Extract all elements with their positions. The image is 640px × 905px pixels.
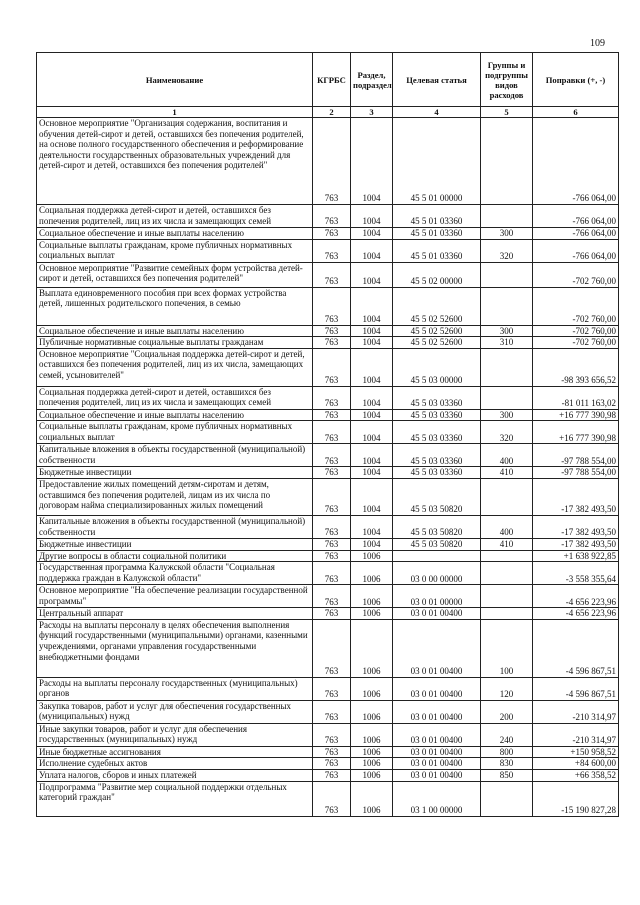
table-row xyxy=(37,781,619,816)
table-row xyxy=(37,619,619,677)
row-amendment: +84 600,00 xyxy=(533,758,619,770)
header-number: 2 xyxy=(313,107,351,118)
row-name: Подпрограмма "Развитие мер социальной поддержки отдельных категорий граждан" xyxy=(37,781,313,816)
row-kgrbs: 763 xyxy=(313,723,351,746)
table-body xyxy=(37,118,619,817)
row-amendment: +1 638 922,85 xyxy=(533,550,619,562)
row-kgrbs: 763 xyxy=(313,515,351,538)
row-amendment: -17 382 493,50 xyxy=(533,478,619,515)
row-name: Социальная поддержка детей-сирот и детей, оставшихся без попечения родителей, лиц из их числа и замещающих семей xyxy=(37,386,313,409)
row-amendment: -766 064,00 xyxy=(533,239,619,262)
row-target-article: 45 5 03 50820 xyxy=(393,515,481,538)
header-section: Раздел, подраздел xyxy=(351,53,393,107)
row-target-article: 03 0 01 00400 xyxy=(393,758,481,770)
row-section: 1004 xyxy=(351,337,393,349)
row-expense-group xyxy=(481,262,533,287)
row-amendment: -702 760,00 xyxy=(533,262,619,287)
row-name: Социальное обеспечение и иные выплаты населению xyxy=(37,228,313,240)
row-section: 1006 xyxy=(351,781,393,816)
row-kgrbs: 763 xyxy=(313,386,351,409)
row-name: Социальные выплаты гражданам, кроме публичных нормативных социальных выплат xyxy=(37,421,313,444)
row-section: 1004 xyxy=(351,478,393,515)
row-expense-group: 410 xyxy=(481,467,533,479)
row-amendment: -17 382 493,50 xyxy=(533,515,619,538)
row-expense-group: 120 xyxy=(481,677,533,700)
row-expense-group: 850 xyxy=(481,769,533,781)
row-section: 1004 xyxy=(351,228,393,240)
header-expense-groups: Группы и подгруппы видов расходов xyxy=(481,53,533,107)
row-kgrbs: 763 xyxy=(313,608,351,620)
budget-amendments-table xyxy=(36,52,619,817)
row-section: 1004 xyxy=(351,538,393,550)
row-name: Уплата налогов, сборов и иных платежей xyxy=(37,769,313,781)
row-amendment: +16 777 390,98 xyxy=(533,409,619,421)
row-name: Выплата единовременного пособия при всех формах устройства детей, лишенных родительского попечения, в семью xyxy=(37,287,313,325)
row-section: 1004 xyxy=(351,421,393,444)
row-name: Закупка товаров, работ и услуг для обеспечения государственных (муниципальных) нужд xyxy=(37,700,313,723)
row-target-article: 45 5 03 03360 xyxy=(393,386,481,409)
row-kgrbs: 763 xyxy=(313,538,351,550)
row-kgrbs: 763 xyxy=(313,619,351,677)
row-name: Расходы на выплаты персоналу в целях обеспечения выполнения функций государственными (муниципальными) органами, казенными учреждениями, органами управления государственными внебюджетными фондами xyxy=(37,619,313,677)
row-amendment: -766 064,00 xyxy=(533,205,619,228)
row-section: 1006 xyxy=(351,550,393,562)
row-amendment: -4 656 223,96 xyxy=(533,608,619,620)
row-kgrbs: 763 xyxy=(313,228,351,240)
row-name: Другие вопросы в области социальной политики xyxy=(37,550,313,562)
row-target-article xyxy=(393,550,481,562)
row-section: 1004 xyxy=(351,467,393,479)
row-target-article: 45 5 01 03360 xyxy=(393,228,481,240)
table-row xyxy=(37,262,619,287)
row-expense-group xyxy=(481,205,533,228)
row-expense-group: 410 xyxy=(481,538,533,550)
row-expense-group xyxy=(481,348,533,386)
page-number: 109 xyxy=(590,38,605,49)
table-row xyxy=(37,239,619,262)
row-kgrbs: 763 xyxy=(313,467,351,479)
row-section: 1006 xyxy=(351,746,393,758)
row-kgrbs: 763 xyxy=(313,118,351,205)
row-kgrbs: 763 xyxy=(313,337,351,349)
row-section: 1006 xyxy=(351,608,393,620)
table-row xyxy=(37,421,619,444)
row-name: Публичные нормативные социальные выплаты гражданам xyxy=(37,337,313,349)
row-name: Основное мероприятие "Развитие семейных форм устройства детей-сирот и детей, оставшихся без попечения родителей" xyxy=(37,262,313,287)
row-name: Социальное обеспечение и иные выплаты населению xyxy=(37,409,313,421)
row-kgrbs: 763 xyxy=(313,421,351,444)
table-row xyxy=(37,746,619,758)
row-amendment: -97 788 554,00 xyxy=(533,444,619,467)
row-kgrbs: 763 xyxy=(313,700,351,723)
row-target-article: 03 0 01 00400 xyxy=(393,746,481,758)
row-kgrbs: 763 xyxy=(313,758,351,770)
row-expense-group: 320 xyxy=(481,421,533,444)
row-expense-group: 800 xyxy=(481,746,533,758)
row-name: Иные бюджетные ассигнования xyxy=(37,746,313,758)
table-row xyxy=(37,769,619,781)
table-row xyxy=(37,758,619,770)
row-kgrbs: 763 xyxy=(313,550,351,562)
table-row xyxy=(37,348,619,386)
table-row xyxy=(37,325,619,337)
row-target-article: 45 5 03 03360 xyxy=(393,421,481,444)
row-target-article: 03 0 01 00400 xyxy=(393,769,481,781)
row-section: 1004 xyxy=(351,444,393,467)
row-expense-group xyxy=(481,118,533,205)
row-kgrbs: 763 xyxy=(313,585,351,608)
row-target-article: 45 5 03 03360 xyxy=(393,444,481,467)
row-name: Государственная программа Калужской области "Социальная поддержка граждан в Калужской области" xyxy=(37,562,313,585)
row-name: Основное мероприятие "На обеспечение реализации государственной программы" xyxy=(37,585,313,608)
row-name: Основное мероприятие "Социальная поддержка детей-сирот и детей, оставшихся без попечения родителей, лиц из их числа, замещающих семей, усыновителей" xyxy=(37,348,313,386)
row-section: 1006 xyxy=(351,700,393,723)
row-kgrbs: 763 xyxy=(313,262,351,287)
header-number: 6 xyxy=(533,107,619,118)
table-row xyxy=(37,467,619,479)
table-row xyxy=(37,478,619,515)
row-target-article: 45 5 02 00000 xyxy=(393,262,481,287)
table-row xyxy=(37,550,619,562)
row-expense-group xyxy=(481,562,533,585)
row-section: 1006 xyxy=(351,723,393,746)
row-amendment: -210 314,97 xyxy=(533,723,619,746)
row-kgrbs: 763 xyxy=(313,769,351,781)
row-amendment: -702 760,00 xyxy=(533,325,619,337)
row-expense-group: 240 xyxy=(481,723,533,746)
header-number: 4 xyxy=(393,107,481,118)
header-name: Наименование xyxy=(37,53,313,107)
row-section: 1004 xyxy=(351,239,393,262)
row-name: Социальная поддержка детей-сирот и детей, оставшихся без попечения родителей, лиц из их числа и замещающих семей xyxy=(37,205,313,228)
table-row xyxy=(37,700,619,723)
row-target-article: 03 0 01 00400 xyxy=(393,677,481,700)
row-amendment: -210 314,97 xyxy=(533,700,619,723)
row-target-article: 45 5 03 00000 xyxy=(393,348,481,386)
row-kgrbs: 763 xyxy=(313,239,351,262)
row-target-article: 45 5 02 52600 xyxy=(393,337,481,349)
row-kgrbs: 763 xyxy=(313,444,351,467)
row-amendment: -15 190 827,28 xyxy=(533,781,619,816)
row-name: Бюджетные инвестиции xyxy=(37,467,313,479)
row-kgrbs: 763 xyxy=(313,205,351,228)
row-target-article: 03 0 01 00000 xyxy=(393,585,481,608)
header-number: 1 xyxy=(37,107,313,118)
row-kgrbs: 763 xyxy=(313,746,351,758)
row-name: Центральный аппарат xyxy=(37,608,313,620)
row-target-article: 03 0 01 00400 xyxy=(393,700,481,723)
row-kgrbs: 763 xyxy=(313,562,351,585)
row-target-article: 03 0 01 00400 xyxy=(393,723,481,746)
row-section: 1006 xyxy=(351,677,393,700)
row-name: Исполнение судебных актов xyxy=(37,758,313,770)
row-name: Социальное обеспечение и иные выплаты населению xyxy=(37,325,313,337)
row-kgrbs: 763 xyxy=(313,287,351,325)
row-target-article: 45 5 01 03360 xyxy=(393,239,481,262)
row-name: Социальные выплаты гражданам, кроме публичных нормативных социальных выплат xyxy=(37,239,313,262)
table-row xyxy=(37,538,619,550)
header-number: 5 xyxy=(481,107,533,118)
row-amendment: +66 358,52 xyxy=(533,769,619,781)
row-expense-group: 300 xyxy=(481,228,533,240)
row-expense-group xyxy=(481,478,533,515)
table-row xyxy=(37,444,619,467)
row-target-article: 45 5 03 50820 xyxy=(393,478,481,515)
row-target-article: 45 5 01 00000 xyxy=(393,118,481,205)
row-section: 1004 xyxy=(351,262,393,287)
row-expense-group xyxy=(481,287,533,325)
row-amendment: -4 656 223,96 xyxy=(533,585,619,608)
row-name: Иные закупки товаров, работ и услуг для обеспечения государственных (муниципальных) нужд xyxy=(37,723,313,746)
row-expense-group xyxy=(481,585,533,608)
row-kgrbs: 763 xyxy=(313,781,351,816)
row-expense-group: 400 xyxy=(481,444,533,467)
row-amendment: -702 760,00 xyxy=(533,287,619,325)
row-target-article: 45 5 01 03360 xyxy=(393,205,481,228)
table-row xyxy=(37,515,619,538)
row-kgrbs: 763 xyxy=(313,348,351,386)
row-name: Предоставление жилых помещений детям-сиротам и детям, оставшимся без попечения родителей, лицам из их числа по договорам найма специализированных жилых помещений xyxy=(37,478,313,515)
table-row xyxy=(37,205,619,228)
row-amendment: -81 011 163,02 xyxy=(533,386,619,409)
row-section: 1004 xyxy=(351,515,393,538)
row-section: 1004 xyxy=(351,386,393,409)
table-row xyxy=(37,337,619,349)
row-section: 1006 xyxy=(351,585,393,608)
row-expense-group: 100 xyxy=(481,619,533,677)
row-section: 1004 xyxy=(351,348,393,386)
table-row xyxy=(37,585,619,608)
row-amendment: -17 382 493,50 xyxy=(533,538,619,550)
row-target-article: 45 5 03 03360 xyxy=(393,409,481,421)
row-target-article: 03 1 00 00000 xyxy=(393,781,481,816)
row-amendment: +150 958,52 xyxy=(533,746,619,758)
row-amendment: -766 064,00 xyxy=(533,118,619,205)
table-row xyxy=(37,228,619,240)
row-name: Расходы на выплаты персоналу государственных (муниципальных) органов xyxy=(37,677,313,700)
row-name: Капитальные вложения в объекты государственной (муниципальной) собственности xyxy=(37,515,313,538)
row-expense-group: 300 xyxy=(481,409,533,421)
row-section: 1004 xyxy=(351,205,393,228)
row-kgrbs: 763 xyxy=(313,677,351,700)
row-section: 1004 xyxy=(351,325,393,337)
row-expense-group xyxy=(481,550,533,562)
row-name: Капитальные вложения в объекты государственной (муниципальной) собственности xyxy=(37,444,313,467)
header-number: 3 xyxy=(351,107,393,118)
row-target-article: 45 5 02 52600 xyxy=(393,325,481,337)
row-amendment: -702 760,00 xyxy=(533,337,619,349)
row-target-article: 45 5 02 52600 xyxy=(393,287,481,325)
row-name: Бюджетные инвестиции xyxy=(37,538,313,550)
row-section: 1006 xyxy=(351,769,393,781)
row-name: Основное мероприятие "Организация содержания, воспитания и обучения детей-сирот и детей, оставшихся без попечения родителей, на основе полного государственного обеспечения и реформирование деятельности государственных образовательных учреждений для детей-сирот и детей, оставшихся без попечения родителей" xyxy=(37,118,313,205)
row-expense-group xyxy=(481,608,533,620)
row-section: 1004 xyxy=(351,409,393,421)
table-row xyxy=(37,562,619,585)
row-expense-group: 320 xyxy=(481,239,533,262)
row-amendment: -766 064,00 xyxy=(533,228,619,240)
row-target-article: 45 5 03 50820 xyxy=(393,538,481,550)
row-target-article: 03 0 01 00400 xyxy=(393,619,481,677)
row-expense-group xyxy=(481,781,533,816)
row-kgrbs: 763 xyxy=(313,409,351,421)
row-amendment: -4 596 867,51 xyxy=(533,619,619,677)
row-expense-group: 830 xyxy=(481,758,533,770)
row-section: 1004 xyxy=(351,287,393,325)
row-target-article: 45 5 03 03360 xyxy=(393,467,481,479)
row-amendment: -3 558 355,64 xyxy=(533,562,619,585)
row-amendment: -97 788 554,00 xyxy=(533,467,619,479)
table-row xyxy=(37,386,619,409)
row-section: 1006 xyxy=(351,619,393,677)
row-expense-group: 300 xyxy=(481,325,533,337)
table-row xyxy=(37,677,619,700)
table-row xyxy=(37,287,619,325)
row-amendment: -4 596 867,51 xyxy=(533,677,619,700)
table-row xyxy=(37,608,619,620)
row-amendment: +16 777 390,98 xyxy=(533,421,619,444)
row-expense-group: 200 xyxy=(481,700,533,723)
header-target-article: Целевая статья xyxy=(393,53,481,107)
table-row xyxy=(37,409,619,421)
row-kgrbs: 763 xyxy=(313,325,351,337)
table-row xyxy=(37,118,619,205)
row-section: 1006 xyxy=(351,758,393,770)
row-amendment: -98 393 656,52 xyxy=(533,348,619,386)
header-kgrbs: КГРБС xyxy=(313,53,351,107)
row-expense-group: 400 xyxy=(481,515,533,538)
row-target-article: 03 0 00 00000 xyxy=(393,562,481,585)
row-kgrbs: 763 xyxy=(313,478,351,515)
header-amendments: Поправки (+, -) xyxy=(533,53,619,107)
row-target-article: 03 0 01 00400 xyxy=(393,608,481,620)
row-expense-group xyxy=(481,386,533,409)
row-section: 1004 xyxy=(351,118,393,205)
row-expense-group: 310 xyxy=(481,337,533,349)
row-section: 1006 xyxy=(351,562,393,585)
table-row xyxy=(37,723,619,746)
